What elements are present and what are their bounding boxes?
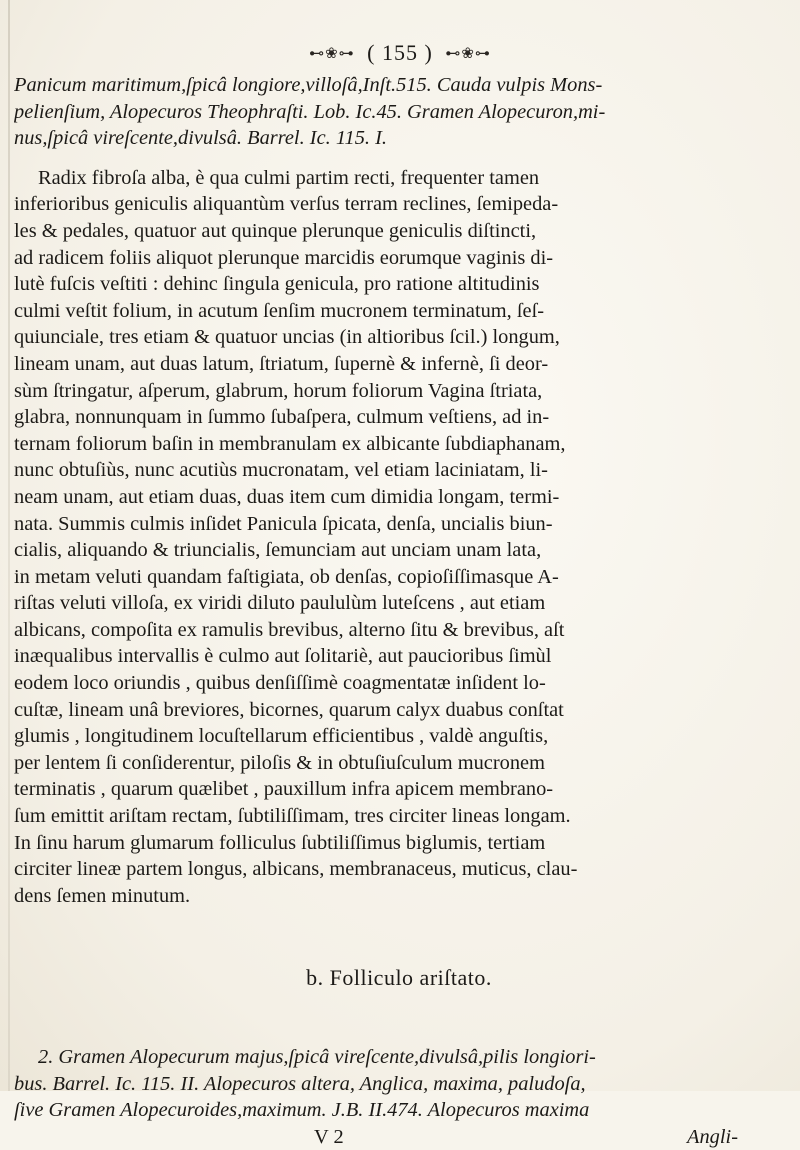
catchword: Angli- [687, 1125, 738, 1148]
text-line: Radix fibroſa alba, è qua culmi partim recti, frequenter tamen [38, 166, 540, 189]
text-line: les & pedales, quatuor aut quinque plerunque geniculis diſtincti, [14, 219, 537, 242]
section-heading: b. Folliculo ariſtato. [306, 965, 492, 991]
text-line: eodem loco oriundis , quibus denſiſſimè coagmentatæ inſident lo- [14, 672, 546, 695]
text-line: ad radicem foliis aliquot plerunque marcidis eorumque vaginis di- [14, 246, 554, 269]
page-number: ( 155 ) [367, 40, 433, 65]
text-line: albicans, compoſita ex ramulis brevibus, alterno ſitu & brevibus, aſt [14, 618, 565, 641]
text-line: inæqualibus intervallis è culmo aut ſolitariè, aut paucioribus ſimùl [14, 645, 552, 668]
text-line: terminatis , quarum quælibet , pauxillum infra apicem membrano- [14, 778, 554, 801]
text-line: In ſinu harum glumarum folliculus ſubtiliſſimus biglumis, tertiam [14, 831, 546, 854]
species-entry-2 [14, 1044, 784, 1124]
text-line: circiter lineæ partem longus, albicans, membranaceus, muticus, clau- [14, 858, 578, 881]
page-footer [14, 1124, 784, 1150]
species-entry-1 [14, 72, 784, 152]
page-header [0, 40, 800, 66]
ornament-left: ⊷❀⊶ [309, 44, 355, 62]
text-line: nus,ſpicâ vireſcente,divulsâ. Barrel. Ic. 115. I. [14, 127, 387, 150]
text-line: lutè fuſcis veſtiti : dehinc ſingula genicula, pro ratione altitudinis [14, 273, 540, 296]
text-line: inferioribus geniculis aliquantùm verſus terram reclines, ſemipeda- [14, 193, 559, 216]
text-line: in metam veluti quandam faſtigiata, ob denſas, copioſiſſimasque A- [14, 565, 559, 588]
text-line: quiunciale, tres etiam & quatuor uncias (in altioribus ſcil.) longum, [14, 326, 560, 349]
page-edge-shadow [8, 0, 10, 1091]
text-line: ternam foliorum baſin in membranulam ex albicante ſubdiaphanam, [14, 432, 566, 455]
text-line: cuſtæ, lineam unâ breviores, bicornes, quarum calyx duabus conſtat [14, 698, 564, 721]
text-line: cialis, aliquando & triuncialis, ſemunciam aut unciam unam lata, [14, 539, 542, 562]
text-line: ſive Gramen Alopecuroides,maximum. J.B. II.474. Alopecuros maxima [14, 1099, 590, 1122]
ornament-right: ⊷❀⊶ [445, 44, 491, 62]
text-line: glumis , longitudinem locuſtellarum efficientibus , valdè anguſtis, [14, 725, 549, 748]
text-line: Panicum maritimum,ſpicâ longiore,villoſâ,Inſt.515. Cauda vulpis Mons- [14, 74, 603, 96]
text-line: pelienſium, Alopecuros Theophraſti. Lob. Ic.45. Gramen Alopecuron,mi- [14, 100, 606, 123]
text-line: 2. Gramen Alopecurum majus,ſpicâ vireſcente,divulsâ,pilis longiori- [38, 1046, 596, 1068]
text-line: glabra, nonnunquam in ſummo ſubaſpera, culmum veſtiens, ad in- [14, 406, 550, 429]
signature-mark: V 2 [314, 1125, 344, 1148]
page-body [14, 72, 784, 1150]
text-line: bus. Barrel. Ic. 115. II. Alopecuros altera, Anglica, maxima, paludoſa, [14, 1072, 586, 1095]
text-line: riſtas veluti villoſa, ex viridi diluto paululùm luteſcens , aut etiam [14, 592, 546, 615]
text-line: nata. Summis culmis inſidet Panicula ſpicata, denſa, uncialis biun- [14, 512, 553, 535]
text-line: per lentem ſi conſiderentur, piloſis & in obtuſiuſculum mucronem [14, 751, 545, 774]
description-paragraph [14, 165, 784, 910]
text-line: neam unam, aut etiam duas, duas item cum dimidia longam, termi- [14, 485, 560, 508]
text-line: sùm ſtringatur, aſperum, glabrum, horum foliorum Vagina ſtriata, [14, 379, 543, 402]
text-line: ſum emittit ariſtam rectam, ſubtiliſſimam, tres circiter lineas longam. [14, 805, 571, 828]
text-line: dens ſemen minutum. [14, 884, 191, 907]
text-line: lineam unam, aut duas latum, ſtriatum, ſupernè & infernè, ſi deor- [14, 352, 549, 375]
text-line: nunc obtuſiùs, nunc acutiùs mucronatam, vel etiam laciniatam, li- [14, 459, 548, 482]
text-line: culmi veſtit folium, in acutum ſenſim mucronem terminatum, ſeſ- [14, 299, 545, 322]
